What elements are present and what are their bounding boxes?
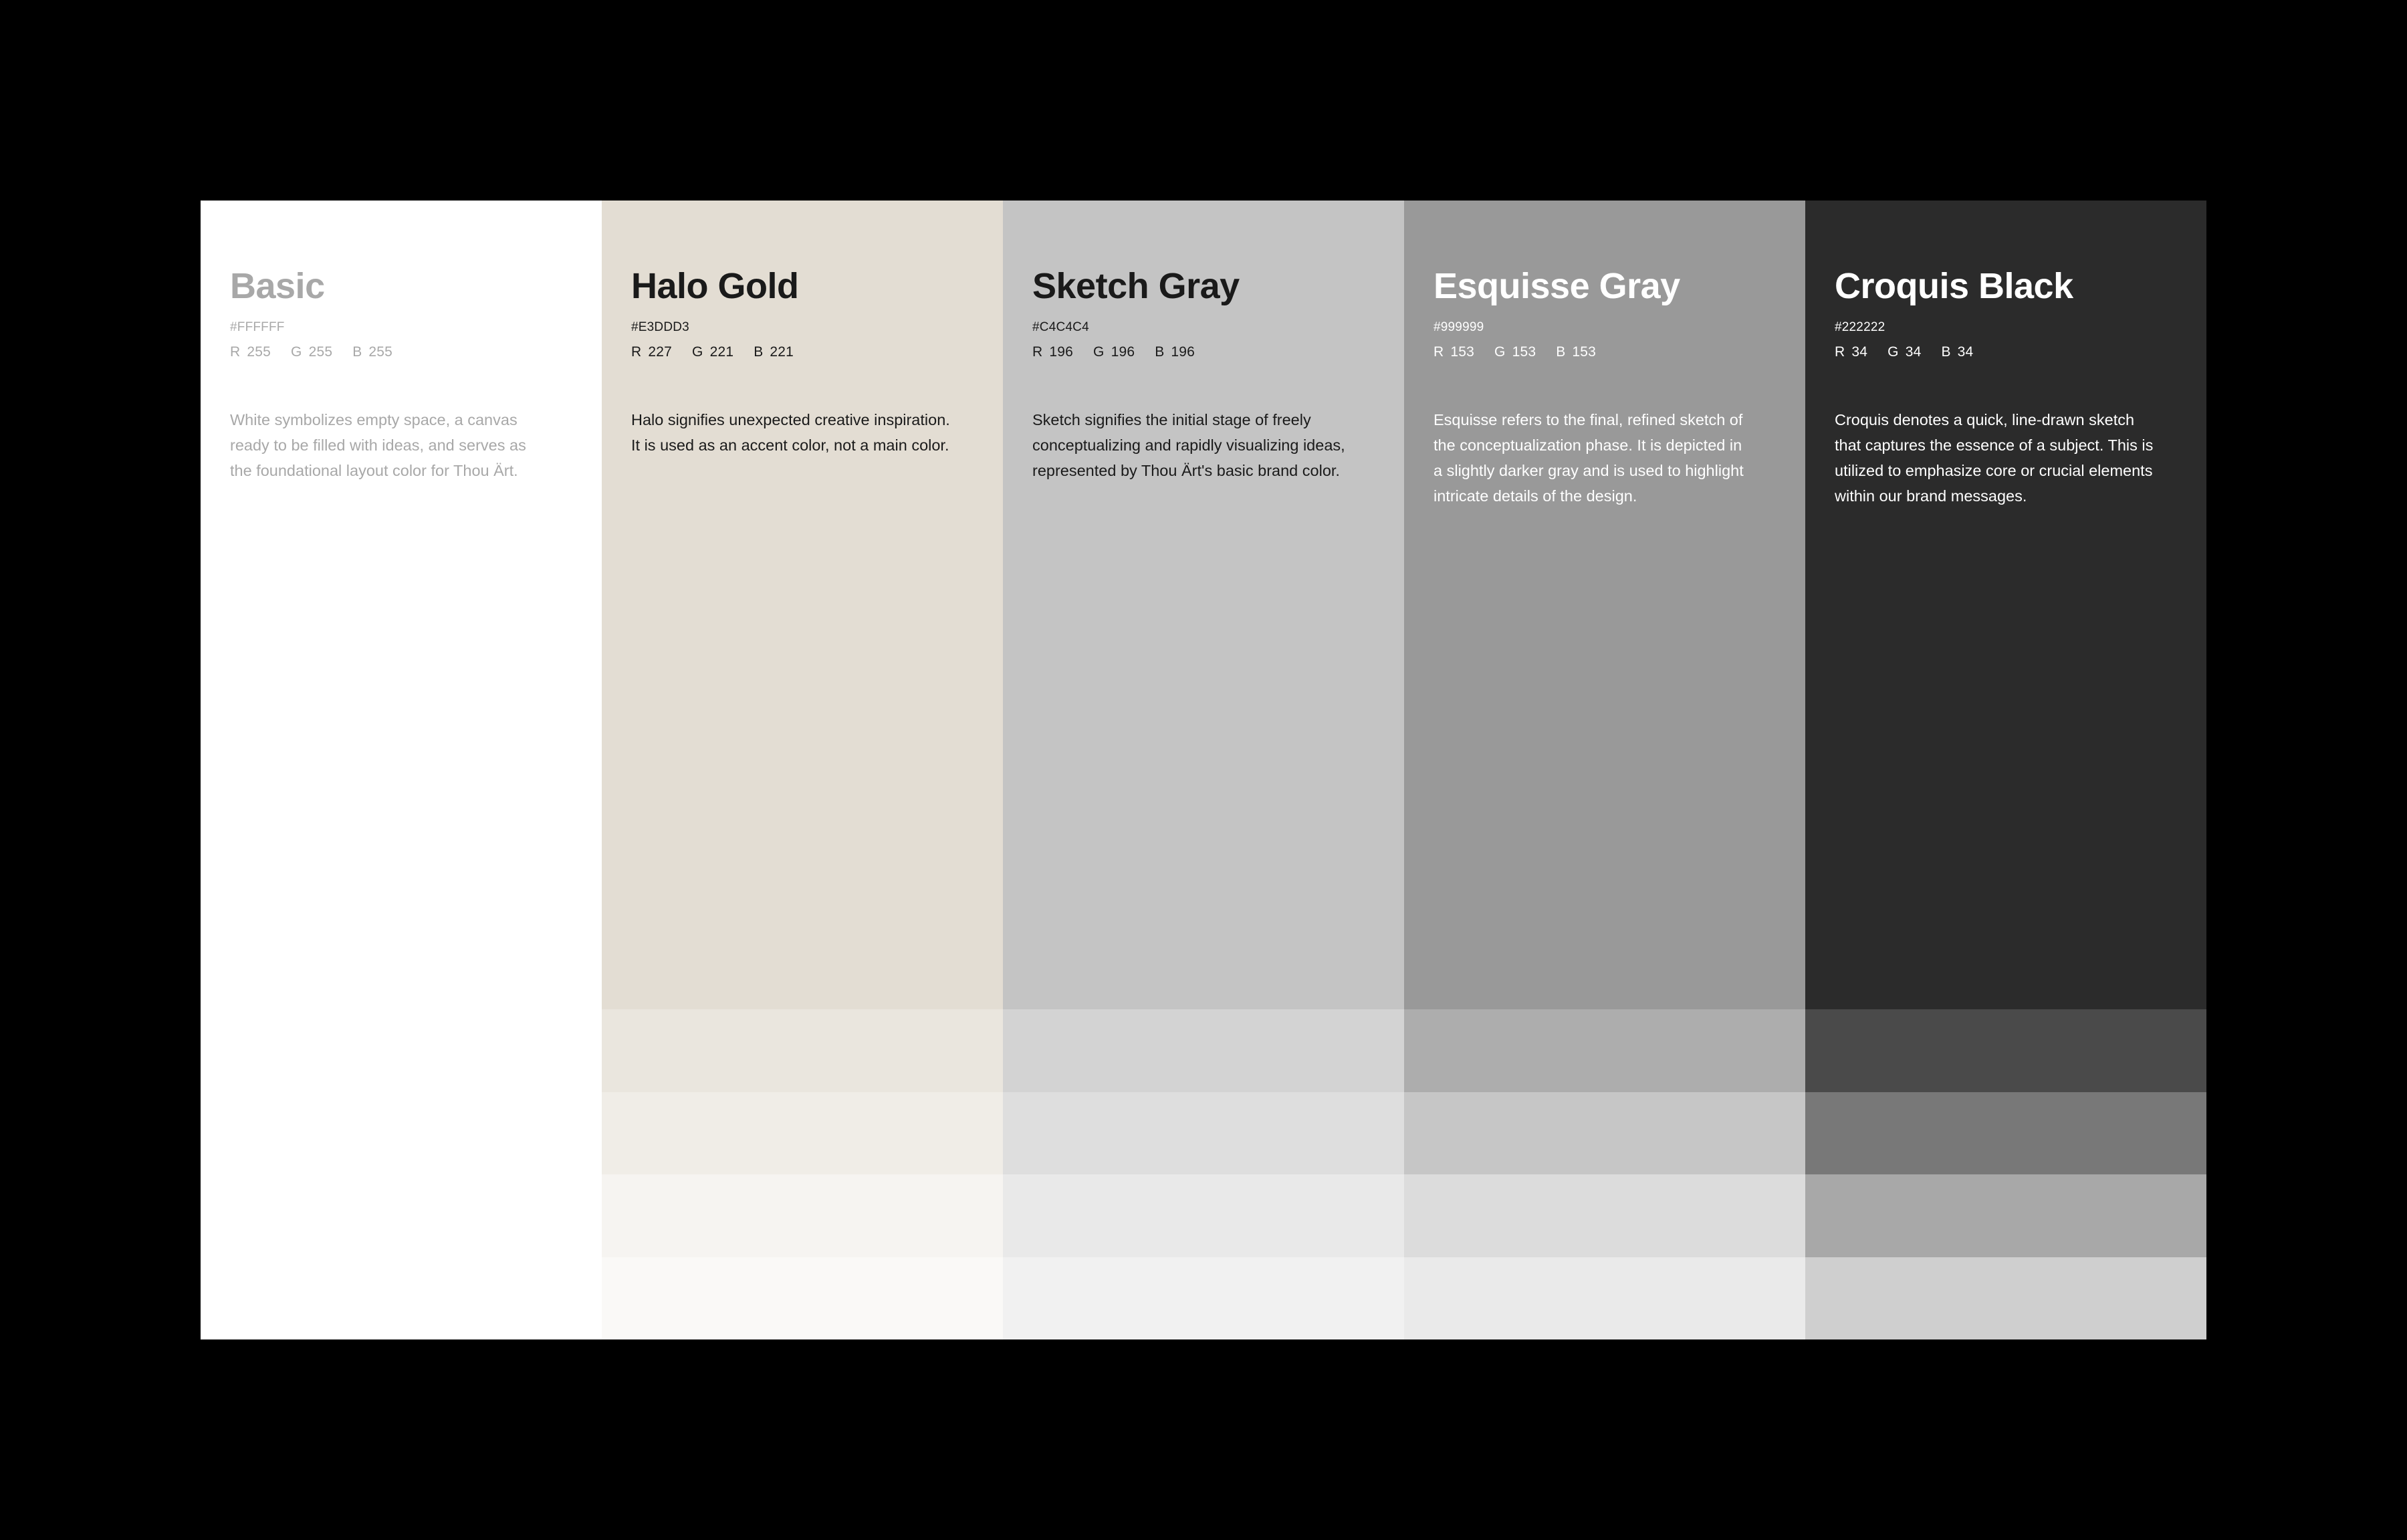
rgb-g-value: 153: [1512, 344, 1536, 360]
swatch-content: [1032, 267, 1380, 483]
color-swatch-column: [201, 201, 602, 1339]
tint-step: [1805, 1257, 2206, 1340]
tint-step: [1805, 1092, 2206, 1175]
tint-step: [1404, 1092, 1805, 1175]
tint-step: [1404, 1257, 1805, 1340]
swatch-title: Sketch Gray: [1032, 266, 1240, 306]
swatch-hex-value: #E3DDD3: [631, 319, 689, 334]
rgb-r-label: R: [1434, 344, 1444, 360]
tint-step: [201, 1174, 602, 1257]
tint-step: [602, 1092, 1003, 1175]
swatch-content: [1434, 267, 1781, 509]
swatch-description: Sketch signifies the initial stage of freely conceptualizing and rapidly visualizing ideas, represented by Thou Ärt's basic brand color.: [1032, 410, 1345, 479]
swatch-description: White symbolizes empty space, a canvas ready to be filled with ideas, and serves as the foundational layout color for Thou Ärt.: [230, 410, 526, 479]
swatch-rgb-values: [1835, 344, 2182, 360]
rgb-g-label: G: [1093, 344, 1105, 360]
rgb-b-label: B: [754, 344, 764, 360]
swatch-rgb-values: [230, 344, 578, 360]
color-swatch-column: [1805, 201, 2206, 1339]
rgb-b-label: B: [1155, 344, 1165, 360]
swatch-description: Esquisse refers to the final, refined sketch of the conceptualization phase. It is depicted in a slightly darker gray and is used to highlight intricate details of the design.: [1434, 410, 1744, 505]
tint-step: [1805, 1174, 2206, 1257]
swatch-hex-value: #C4C4C4: [1032, 319, 1089, 334]
swatch-rgb-values: [1032, 344, 1380, 360]
rgb-r-label: R: [1032, 344, 1043, 360]
swatch-content: [631, 267, 979, 458]
swatch-tint-stack: [1404, 1009, 1805, 1339]
swatch-rgb-values: [631, 344, 979, 360]
rgb-b-label: B: [1941, 344, 1951, 360]
rgb-r-label: R: [230, 344, 241, 360]
rgb-b-value: 153: [1572, 344, 1597, 360]
swatch-tint-stack: [1805, 1009, 2206, 1339]
rgb-b-value: 255: [368, 344, 393, 360]
rgb-b-label: B: [352, 344, 362, 360]
tint-step: [602, 1174, 1003, 1257]
rgb-g-label: G: [692, 344, 703, 360]
swatch-hex-value: #222222: [1835, 319, 1885, 334]
swatch-title: Halo Gold: [631, 266, 799, 306]
swatch-title: Esquisse Gray: [1434, 266, 1680, 306]
tint-step: [201, 1092, 602, 1175]
rgb-g-label: G: [1494, 344, 1506, 360]
swatch-title: Croquis Black: [1835, 266, 2073, 306]
color-swatch-column: [602, 201, 1003, 1339]
tint-step: [1404, 1174, 1805, 1257]
swatch-description: Croquis denotes a quick, line-drawn sketch that captures the essence of a subject. This is utilized to emphasize core or crucial elements within our brand messages.: [1835, 410, 2154, 505]
tint-step: [1003, 1257, 1404, 1340]
rgb-g-value: 196: [1111, 344, 1135, 360]
rgb-r-value: 227: [648, 344, 673, 360]
swatch-rgb-values: [1434, 344, 1781, 360]
color-palette-board: [201, 201, 2206, 1339]
tint-step: [602, 1257, 1003, 1340]
color-swatch-column: [1003, 201, 1404, 1339]
color-swatch-column: [1404, 201, 1805, 1339]
swatch-content: [1835, 267, 2182, 509]
rgb-g-value: 34: [1905, 344, 1922, 360]
tint-step: [1003, 1092, 1404, 1175]
rgb-r-value: 196: [1049, 344, 1074, 360]
rgb-g-value: 221: [709, 344, 734, 360]
swatch-description: Halo signifies unexpected creative inspiration. It is used as an accent color, not a main color.: [631, 410, 950, 454]
tint-step: [1805, 1009, 2206, 1092]
swatch-hex-value: #999999: [1434, 319, 1484, 334]
rgb-b-value: 34: [1957, 344, 1974, 360]
tint-step: [201, 1009, 602, 1092]
rgb-r-label: R: [631, 344, 642, 360]
tint-step: [1003, 1009, 1404, 1092]
swatch-tint-stack: [602, 1009, 1003, 1339]
rgb-r-value: 255: [247, 344, 271, 360]
rgb-r-label: R: [1835, 344, 1845, 360]
swatch-hex-value: #FFFFFF: [230, 319, 285, 334]
rgb-r-value: 34: [1851, 344, 1868, 360]
rgb-g-value: 255: [308, 344, 333, 360]
tint-step: [1003, 1174, 1404, 1257]
rgb-b-label: B: [1556, 344, 1566, 360]
swatch-title: Basic: [230, 266, 325, 306]
tint-step: [602, 1009, 1003, 1092]
swatch-tint-stack: [1003, 1009, 1404, 1339]
rgb-g-label: G: [291, 344, 302, 360]
rgb-r-value: 153: [1450, 344, 1475, 360]
swatch-content: [230, 267, 578, 483]
rgb-b-value: 196: [1171, 344, 1195, 360]
rgb-g-label: G: [1887, 344, 1899, 360]
tint-step: [201, 1257, 602, 1340]
swatch-tint-stack: [201, 1009, 602, 1339]
rgb-b-value: 221: [770, 344, 794, 360]
tint-step: [1404, 1009, 1805, 1092]
